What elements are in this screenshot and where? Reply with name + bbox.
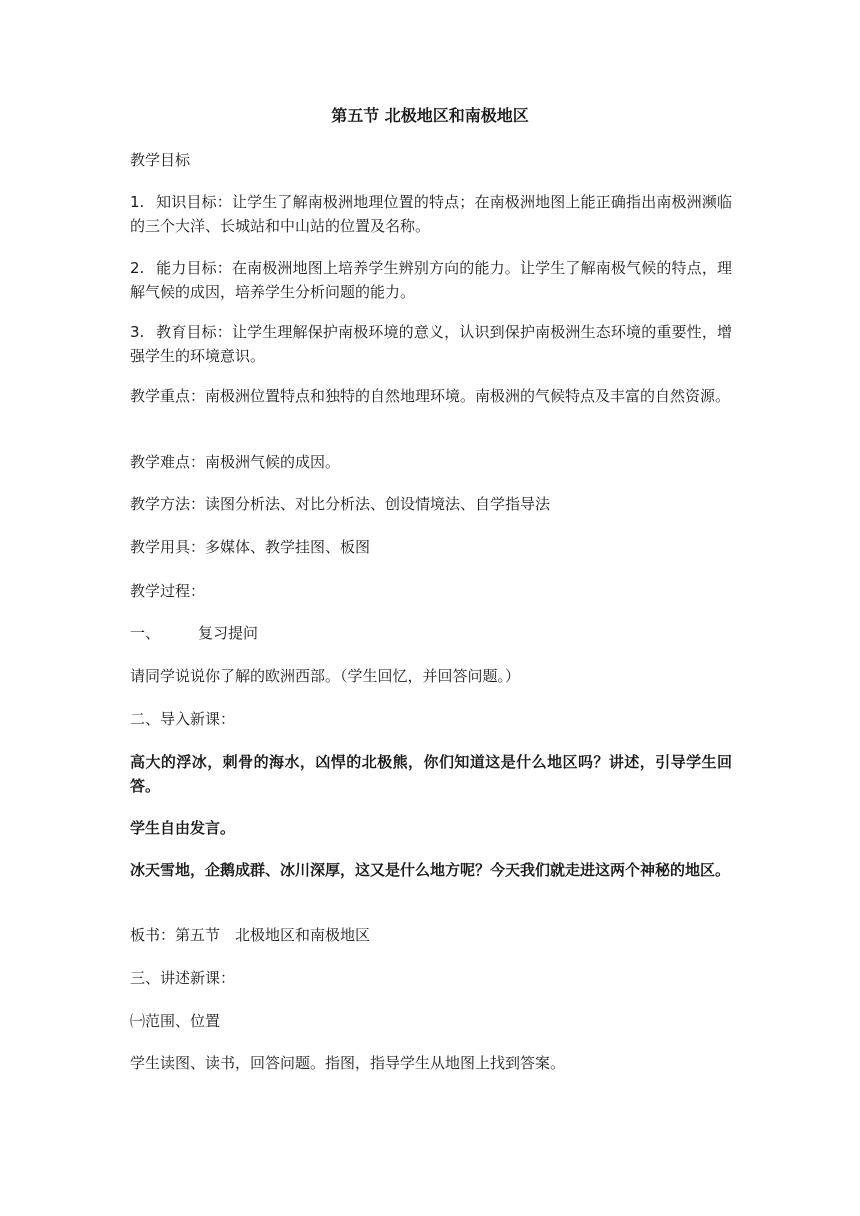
methods: 教学方法：读图分析法、对比分析法、创设情境法、自学指导法 bbox=[130, 495, 551, 513]
difficulty: 教学难点：南极洲气候的成因。 bbox=[130, 453, 341, 471]
section-3: 三、讲述新课： bbox=[130, 969, 236, 987]
goal-item-2 bbox=[130, 256, 732, 304]
page-title: 第五节 北极地区和南极地区 bbox=[331, 106, 529, 125]
heading-goals: 教学目标 bbox=[130, 151, 191, 169]
section-2: 二、导入新课： bbox=[130, 710, 236, 728]
intro-paragraph-1: 高大的浮冰，刺骨的海水，凶悍的北极熊，你们知道这是什么地区吗？讲述，引导学生回答。 bbox=[130, 753, 732, 795]
goal-number: 1. bbox=[130, 193, 145, 211]
goal-text: 教育目标：让学生理解保护南极环境的意义，认识到保护南极洲生态环境的重要性，增强学生的环境意识。 bbox=[130, 323, 732, 365]
section-1-number: 一、 bbox=[130, 624, 161, 642]
review-text: 请同学说说你了解的欧洲西部。（学生回忆，并回答问题。） bbox=[130, 667, 521, 685]
goal-item-1 bbox=[130, 190, 732, 238]
section-1 bbox=[130, 621, 732, 645]
goal-text: 知识目标：让学生了解南极洲地理位置的特点；在南极洲地图上能正确指出南极洲濒临的三个大洋、长城站和中山站的位置及名称。 bbox=[130, 193, 732, 235]
subsection-1: ㈠范围、位置 bbox=[130, 1012, 221, 1030]
goal-number: 2. bbox=[130, 259, 145, 277]
subsection-1-text: 学生读图、读书，回答问题。指图，指导学生从地图上找到答案。 bbox=[130, 1054, 566, 1072]
tools: 教学用具：多媒体、教学挂图、板图 bbox=[130, 538, 371, 556]
intro-paragraph-3: 冰天雪地，企鹅成群、冰川深厚，这又是什么地方呢？今天我们就走进这两个神秘的地区。 bbox=[130, 861, 731, 879]
goal-item-3 bbox=[130, 320, 732, 368]
board-note: 板书：第五节 北极地区和南极地区 bbox=[130, 926, 371, 944]
process: 教学过程： bbox=[130, 582, 206, 600]
intro-paragraph-2: 学生自由发言。 bbox=[130, 819, 236, 837]
key-points: 教学重点：南极洲位置特点和独特的自然地理环境。南极洲的气候特点及丰富的自然资源。 bbox=[130, 387, 731, 405]
goal-number: 3. bbox=[130, 323, 145, 341]
section-1-title: 复习提问 bbox=[198, 624, 259, 642]
goal-text: 能力目标：在南极洲地图上培养学生辨别方向的能力。让学生了解南极气候的特点，理解气候的成因，培养学生分析问题的能力。 bbox=[130, 259, 732, 301]
